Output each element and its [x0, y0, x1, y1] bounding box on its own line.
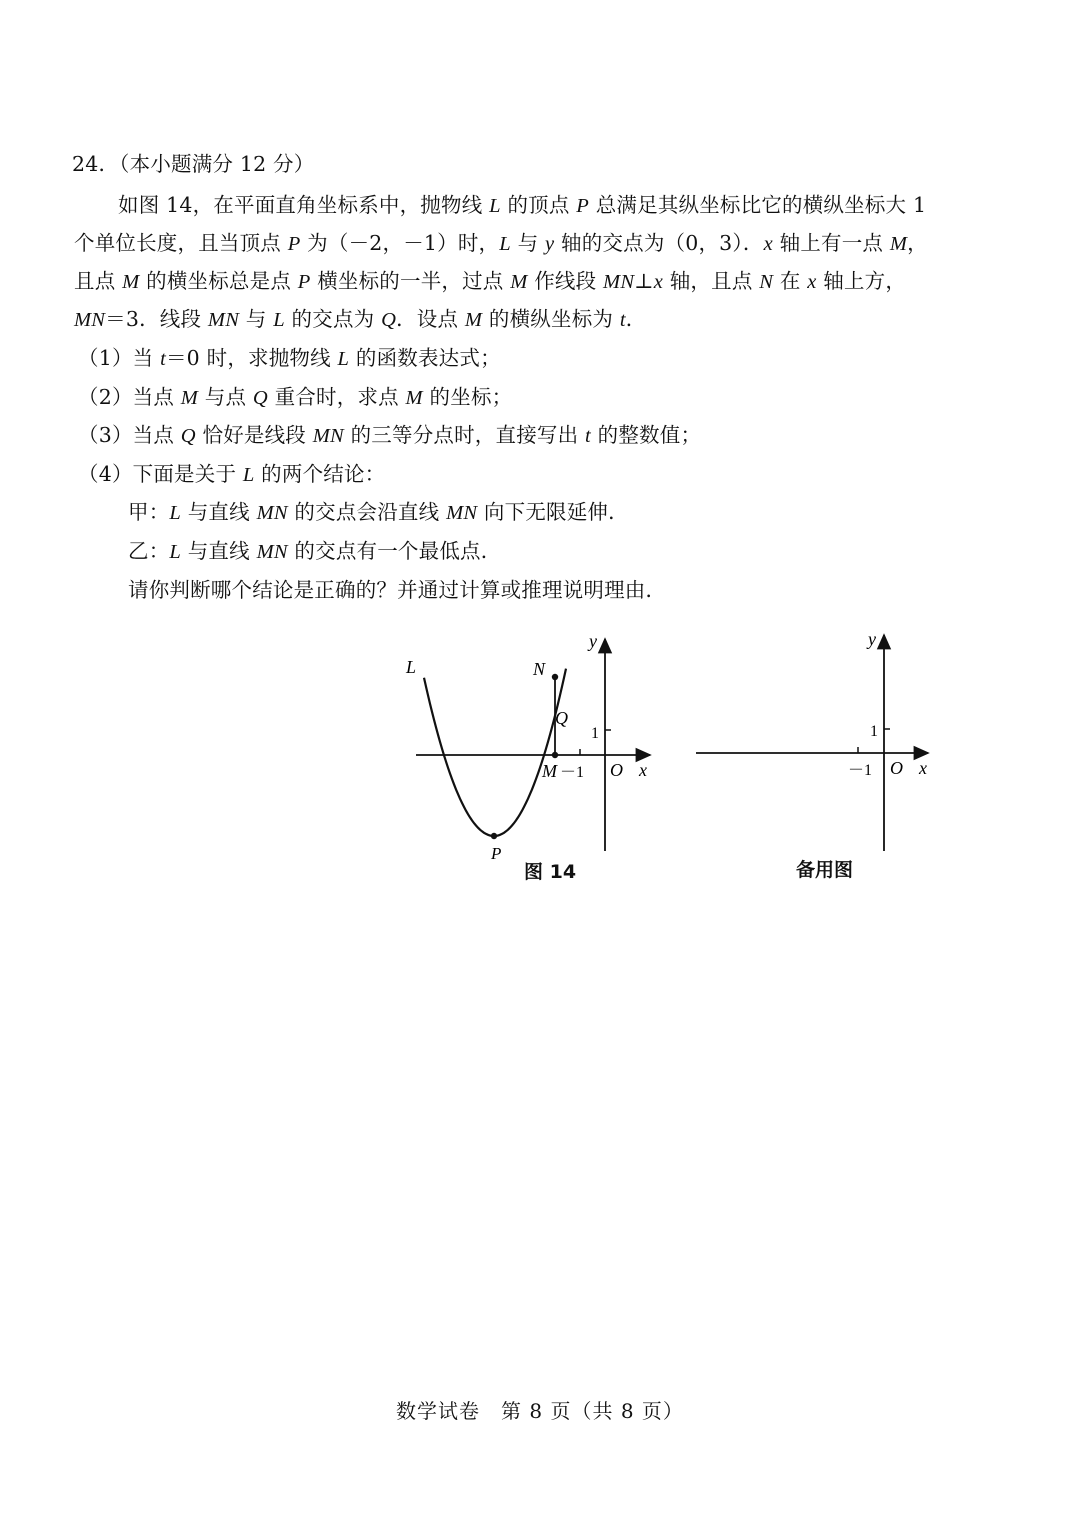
math-symbol: y: [545, 233, 555, 255]
label-one: 1: [591, 725, 599, 742]
text-run: 的两个结论：: [254, 462, 386, 486]
backup-label-y: y: [868, 629, 876, 649]
text-run: 个单位长度，且当顶点: [74, 231, 288, 255]
point-M: [552, 752, 558, 758]
math-symbol: L: [273, 309, 285, 331]
text-run: 重合时，求点: [267, 385, 406, 409]
text-run: ⊥: [634, 269, 654, 293]
text-run: ．设点: [396, 307, 465, 331]
point-P: [491, 833, 497, 839]
math-symbol: MN: [207, 309, 240, 331]
text-run: 的交点为: [284, 307, 382, 331]
figure-14-graph: [390, 625, 670, 885]
label-x: x: [639, 760, 647, 780]
text-run: 乙：: [128, 539, 170, 563]
math-symbol: MN: [312, 425, 344, 447]
math-symbol: P: [576, 195, 590, 217]
text-run: 如图 14，在平面直角坐标系中，抛物线: [118, 193, 490, 217]
label-M: M: [542, 761, 557, 781]
text-run: 作线段: [527, 269, 604, 293]
math-symbol: P: [287, 233, 301, 255]
label-L: L: [406, 657, 417, 677]
math-symbol: t: [160, 348, 166, 370]
math-symbol: M: [122, 271, 140, 293]
text-run: 与直线: [181, 539, 257, 563]
text-run: （1）当: [78, 346, 161, 370]
text-run: 的横纵坐标为: [482, 307, 620, 331]
text-run: ＝0 时，求抛物线: [165, 346, 338, 370]
math-symbol: P: [297, 271, 311, 293]
text-run: 且点: [74, 269, 123, 293]
text-run: 横坐标的一半，过点: [310, 269, 511, 293]
label-neg-one: －1: [560, 764, 585, 781]
math-symbol: L: [169, 502, 182, 524]
text-run: 与点: [198, 385, 253, 409]
label-y: y: [589, 631, 597, 651]
label-N: N: [533, 659, 546, 679]
text-run: 的坐标；: [422, 385, 513, 409]
math-symbol: t: [619, 309, 626, 331]
closing-instruction: 请你判断哪个结论是正确的？并通过计算或推理说明理由．: [128, 578, 667, 602]
text-run: 轴上有一点: [772, 231, 890, 255]
text-run: 与直线: [181, 500, 257, 524]
conclusion-yi: [128, 537, 501, 566]
backup-label-x: x: [919, 758, 927, 778]
math-symbol: L: [242, 464, 255, 486]
text-run: 在: [773, 269, 808, 293]
intro-line-1: [118, 191, 926, 220]
math-symbol: L: [337, 348, 350, 370]
text-run: 向下无限延伸．: [477, 500, 629, 524]
math-symbol: M: [889, 233, 908, 255]
math-symbol: M: [180, 387, 199, 409]
problem-heading: 24．（本小题满分 12 分）: [72, 152, 315, 176]
text-run: 的顶点: [500, 193, 577, 217]
text-run: （2）当点: [78, 385, 181, 409]
label-P: P: [491, 844, 502, 863]
text-run: ，: [907, 231, 928, 255]
backup-figure: [690, 625, 940, 885]
question-1: [78, 344, 501, 373]
text-run: 恰好是线段: [195, 423, 313, 447]
math-symbol: MN: [603, 271, 635, 293]
math-symbol: x: [807, 271, 817, 293]
question-3: [78, 421, 701, 450]
text-run: （3）当点: [78, 423, 181, 447]
text-run: 的交点有一个最低点．: [287, 539, 502, 563]
backup-figure-caption: 备用图: [796, 859, 854, 881]
text-run: ．: [625, 307, 647, 331]
label-O: O: [610, 760, 623, 780]
backup-label-neg-one: －1: [848, 762, 873, 779]
math-symbol: x: [653, 271, 663, 293]
label-Q: Q: [555, 708, 568, 728]
text-run: ＝3．线段: [105, 307, 208, 331]
intro-line-2: [74, 229, 928, 258]
question-4: [78, 460, 385, 489]
text-run: 的函数表达式；: [349, 346, 501, 370]
backup-label-O: O: [890, 758, 903, 778]
intro-line-3: [74, 267, 906, 296]
text-run: 轴上方，: [816, 269, 907, 293]
text-run: 轴的交点为（0，3）．: [554, 231, 764, 255]
math-symbol: MN: [256, 502, 288, 524]
text-run: 总满足其纵坐标比它的横纵坐标大 1: [589, 193, 927, 217]
math-symbol: x: [763, 233, 773, 255]
parabola-L: [424, 669, 566, 836]
math-symbol: L: [499, 233, 511, 255]
math-symbol: L: [169, 541, 182, 563]
math-symbol: M: [405, 387, 423, 409]
math-symbol: Q: [180, 425, 196, 447]
conclusion-jia: [128, 498, 629, 527]
page-footer: 数学试卷 第 8 页（共 8 页）: [396, 1399, 684, 1423]
text-run: 甲：: [128, 500, 170, 524]
math-symbol: MN: [446, 502, 478, 524]
math-symbol: MN: [74, 309, 106, 331]
math-symbol: N: [759, 271, 774, 293]
question-2: [78, 383, 512, 412]
intro-line-4: [74, 305, 646, 334]
math-symbol: L: [489, 195, 501, 217]
math-symbol: MN: [256, 541, 288, 563]
text-run: 的整数值；: [590, 423, 702, 447]
text-run: 的交点会沿直线: [287, 500, 447, 524]
point-N: [552, 674, 558, 680]
figure-14-caption: 图 14: [524, 861, 577, 883]
math-symbol: M: [464, 309, 483, 331]
figure-14: [390, 625, 670, 885]
math-symbol: t: [585, 425, 591, 447]
math-symbol: Q: [252, 387, 268, 409]
backup-figure-graph: [690, 625, 940, 885]
text-run: 与: [239, 307, 274, 331]
backup-label-one: 1: [870, 723, 878, 740]
math-symbol: Q: [381, 309, 397, 331]
text-run: （4）下面是关于: [78, 462, 243, 486]
text-run: 为（－2，－1）时，: [300, 231, 500, 255]
text-run: 轴，且点: [663, 269, 760, 293]
text-run: 的横坐标总是点: [139, 269, 298, 293]
text-run: 与: [510, 231, 546, 255]
math-symbol: M: [510, 271, 528, 293]
text-run: 的三等分点时，直接写出: [343, 423, 586, 447]
